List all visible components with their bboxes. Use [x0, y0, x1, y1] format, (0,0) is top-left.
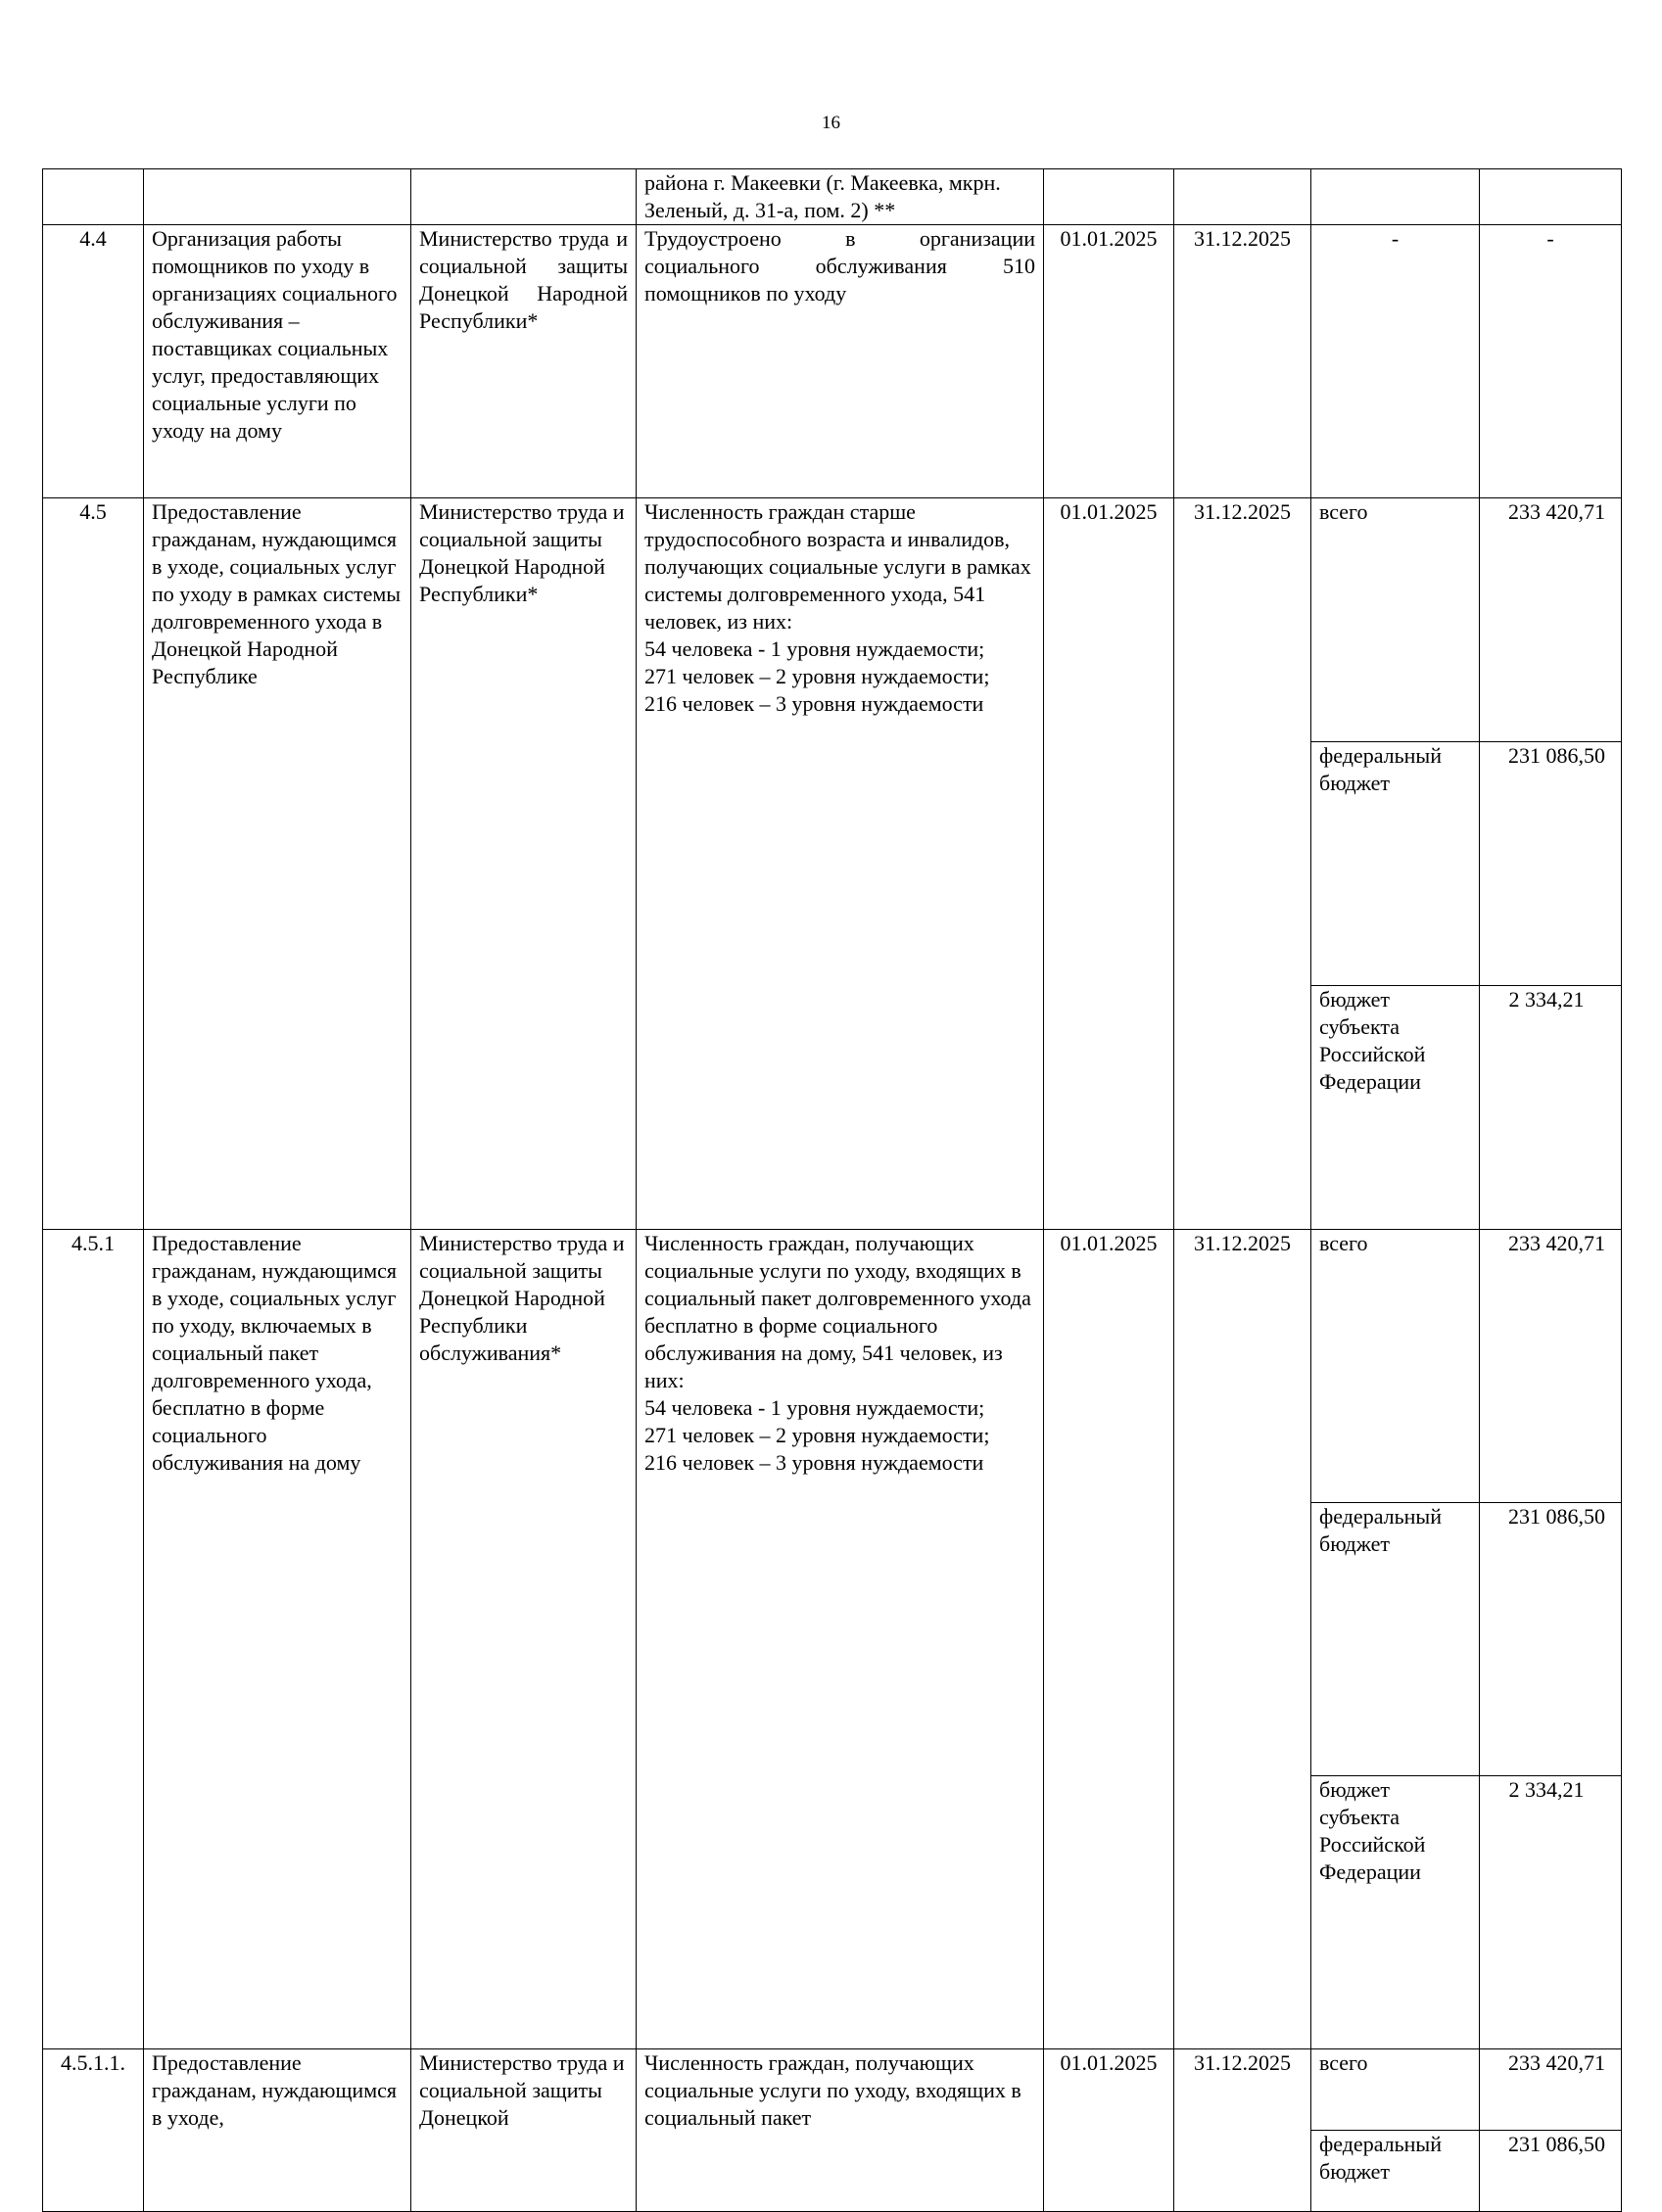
table-row [43, 1230, 1622, 2049]
row-number: 4.5.1 [43, 1230, 144, 2049]
expected-result: Трудоустроено в организации социального обслуживания 510 помощников по уходу [637, 225, 1044, 498]
end-date: 31.12.2025 [1174, 225, 1311, 498]
funding-amount: 2 334,21 [1508, 1777, 1585, 1802]
funding-amount: 233 420,71 [1480, 2049, 1622, 2131]
activity-name: Организация работы помощников по уходу в организациях социального обслуживания – поставщиках социальных услуг, предоставляющих социальные услуги по уходу на дому [144, 225, 411, 498]
executor: Министерство труда и социальной защиты Донецкой Народной Республики* [411, 498, 637, 1230]
executor: Министерство труда и социальной защиты Донецкой Народной Республики обслуживания* [411, 1230, 637, 2049]
expected-result: района г. Макеевки (г. Макеевка, мкрн. Зеленый, д. 31-а, пом. 2) ** [637, 169, 1044, 225]
funding-table [1311, 498, 1621, 1229]
activity-name: Предоставление гражданам, нуждающимся в уходе, [144, 2049, 411, 2212]
funding-block [1311, 1230, 1622, 2049]
funding-row [1311, 986, 1621, 1230]
end-date: 31.12.2025 [1174, 498, 1311, 1230]
funding-source: всего [1311, 1230, 1480, 1503]
row-number: 4.5.1.1. [43, 2049, 144, 2212]
funding-row [1311, 498, 1621, 742]
table-row [43, 498, 1622, 1230]
table-row [43, 225, 1622, 498]
funding-amount: 231 086,50 [1508, 2132, 1605, 2156]
start-date: 01.01.2025 [1044, 1230, 1174, 2049]
funding-source: федеральный бюджет [1311, 742, 1480, 986]
funding-source: федеральный бюджет [1311, 2131, 1480, 2212]
funding-row [1311, 1503, 1621, 1776]
table-row [43, 169, 1622, 225]
funding-amount: 231 086,50 [1480, 742, 1622, 986]
expected-result: Численность граждан, получающих социальные услуги по уходу, входящих в социальный пакет [637, 2049, 1044, 2212]
funding-row [1311, 2049, 1621, 2131]
activity-name: Предоставление гражданам, нуждающимся в уходе, социальных услуг по уходу в рамках системы долговременного ухода в Донецкой Народной Республике [144, 498, 411, 1230]
row-number: 4.5 [43, 498, 144, 1230]
funding-source [1311, 169, 1480, 225]
funding-block [1311, 498, 1622, 1230]
funding-block [1311, 2049, 1622, 2212]
end-date: 31.12.2025 [1174, 1230, 1311, 2049]
funding-row [1311, 742, 1621, 986]
start-date: 01.01.2025 [1044, 225, 1174, 498]
end-date: 31.12.2025 [1174, 2049, 1311, 2212]
start-date [1044, 169, 1174, 225]
activity-name: Предоставление гражданам, нуждающимся в уходе, социальных услуг по уходу, включаемых в социальный пакет долговременного ухода, бесплатно в форме социального обслуживания на дому [144, 1230, 411, 2049]
funding-amount [1480, 169, 1622, 225]
funding-row [1311, 1230, 1621, 1503]
executor: Министерство труда и социальной защиты Донецкой Народной Республики* [411, 225, 637, 498]
start-date: 01.01.2025 [1044, 498, 1174, 1230]
row-number [43, 169, 144, 225]
funding-amount: 231 086,50 [1480, 1503, 1622, 1776]
executor: Министерство труда и социальной защиты Донецкой [411, 2049, 637, 2212]
funding-source: всего [1311, 2049, 1480, 2131]
end-date [1174, 169, 1311, 225]
plan-table [42, 168, 1622, 2212]
funding-source: - [1311, 225, 1480, 498]
funding-table [1311, 2049, 1621, 2211]
start-date: 01.01.2025 [1044, 2049, 1174, 2212]
expected-result: Численность граждан, получающих социальные услуги по уходу, входящих в социальный пакет долговременного ухода бесплатно в форме социального обслуживания на дому, 541 человек, из них: 54 человека - 1 уровня нуждаемости; 271 человек – 2 уровня нуждаемости; 216 человек – 3 уровня нуждаемости [637, 1230, 1044, 2049]
table-row [43, 2049, 1622, 2212]
funding-amount: 2 334,21 [1508, 987, 1585, 1012]
funding-source: бюджет субъекта Российской Федерации [1311, 986, 1480, 1230]
funding-source: федеральный бюджет [1311, 1503, 1480, 1776]
funding-source: бюджет субъекта Российской Федерации [1311, 1776, 1480, 2049]
funding-table [1311, 1230, 1621, 2048]
row-number: 4.4 [43, 225, 144, 498]
funding-amount: 233 420,71 [1480, 498, 1622, 742]
activity-name [144, 169, 411, 225]
funding-amount: - [1480, 225, 1622, 498]
funding-amount: 233 420,71 [1480, 1230, 1622, 1503]
funding-row [1311, 2131, 1621, 2212]
page-number: 16 [822, 113, 840, 133]
expected-result: Численность граждан старше трудоспособного возраста и инвалидов, получающих социальные услуги в рамках системы долговременного ухода, 541 человек, из них: 54 человека - 1 уровня нуждаемости; 271 человек – 2 уровня нуждаемости; 216 человек – 3 уровня нуждаемости [637, 498, 1044, 1230]
executor [411, 169, 637, 225]
funding-row [1311, 1776, 1621, 2049]
funding-source: всего [1311, 498, 1480, 742]
